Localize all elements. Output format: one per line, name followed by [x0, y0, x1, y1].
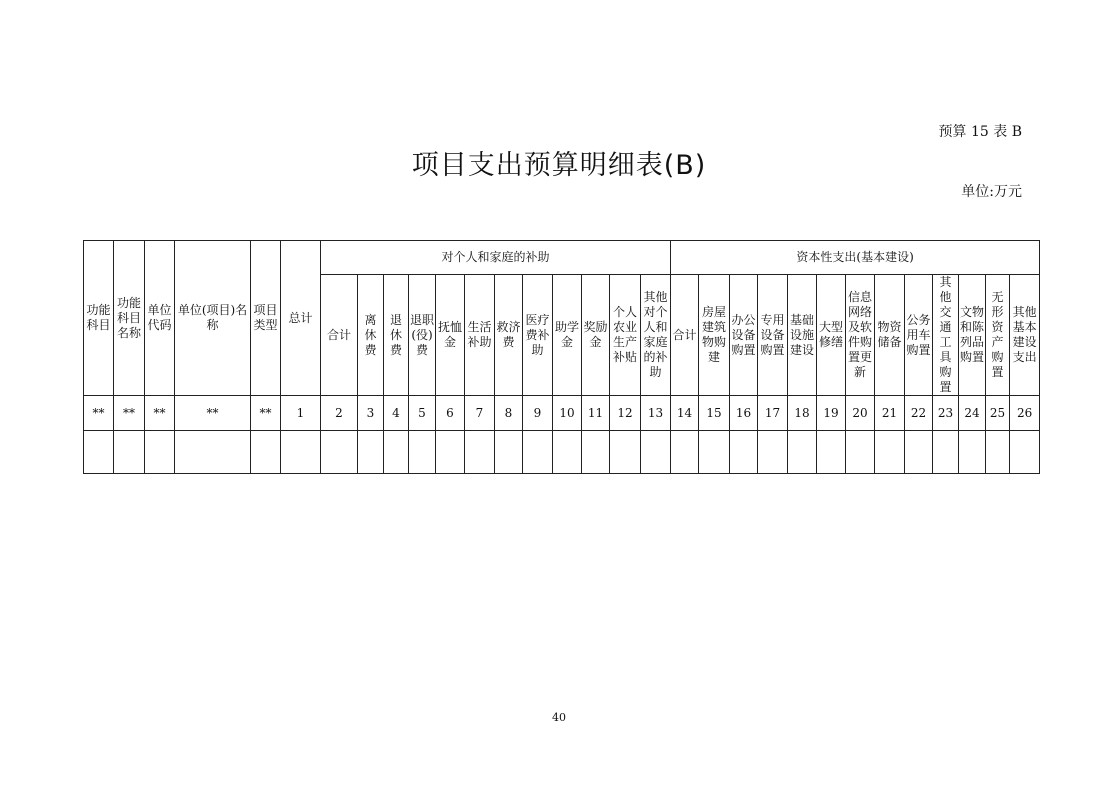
form-number: 预算 15 表 B: [938, 124, 1022, 140]
code-cell: 1: [281, 396, 321, 431]
code-cell: 20: [846, 396, 875, 431]
header-col: 其他基本建设支出: [1010, 275, 1040, 396]
data-cell: [730, 431, 758, 474]
code-cell: 11: [582, 396, 610, 431]
header-col: 大型修缮: [817, 275, 846, 396]
header-row-group: [84, 241, 1040, 275]
code-cell: **: [145, 396, 175, 431]
header-col: 离休费: [358, 275, 384, 396]
code-cell: 24: [959, 396, 986, 431]
data-cell: [436, 431, 465, 474]
header-col: 房屋建筑物购建: [699, 275, 730, 396]
header-func-subject-name: 功能科目名称: [114, 241, 145, 396]
data-cell: [582, 431, 610, 474]
code-cell: 14: [671, 396, 699, 431]
code-cell: **: [114, 396, 145, 431]
code-cell: 7: [465, 396, 495, 431]
header-col: 抚恤金: [436, 275, 465, 396]
header-col: 其他对个人和家庭的补助: [641, 275, 671, 396]
data-cell: [1010, 431, 1040, 474]
data-cell: [553, 431, 582, 474]
code-cell: 23: [933, 396, 959, 431]
header-col: 助学金: [553, 275, 582, 396]
code-cell: 26: [1010, 396, 1040, 431]
data-cell: [114, 431, 145, 474]
code-cell: 22: [905, 396, 933, 431]
data-cell: [465, 431, 495, 474]
data-cell: [671, 431, 699, 474]
header-col: 生活补助: [465, 275, 495, 396]
unit-label: 单位:万元: [961, 184, 1022, 200]
code-cell: 19: [817, 396, 846, 431]
header-col: 救济费: [495, 275, 523, 396]
header-col: 退职(役)费: [409, 275, 436, 396]
code-cell: 6: [436, 396, 465, 431]
page-title: 项目支出预算明细表(B): [411, 150, 707, 181]
data-cell: [145, 431, 175, 474]
data-cell: [986, 431, 1010, 474]
data-cell: [846, 431, 875, 474]
code-row: [84, 396, 1040, 431]
data-cell: [641, 431, 671, 474]
code-cell: 2: [321, 396, 358, 431]
data-cell: [384, 431, 409, 474]
header-col: 其他交通工具购置: [933, 275, 959, 396]
header-col: 合计: [671, 275, 699, 396]
code-cell: 4: [384, 396, 409, 431]
data-cell: [251, 431, 281, 474]
data-cell: [358, 431, 384, 474]
code-cell: 3: [358, 396, 384, 431]
data-cell: [495, 431, 523, 474]
data-cell: [933, 431, 959, 474]
data-cell: [905, 431, 933, 474]
data-cell: [959, 431, 986, 474]
header-unit-code: 单位代码: [145, 241, 175, 396]
header-col: 医疗费补助: [523, 275, 553, 396]
header-project-type: 项目类型: [251, 241, 281, 396]
header-func-subject: 功能科目: [84, 241, 114, 396]
page-number: 40: [552, 711, 566, 724]
header-col: 公务用车购置: [905, 275, 933, 396]
header-col: 奖励金: [582, 275, 610, 396]
data-cell: [175, 431, 251, 474]
data-cell: [84, 431, 114, 474]
data-cell: [610, 431, 641, 474]
header-group-capital: 资本性支出(基本建设): [671, 241, 1040, 275]
code-cell: 15: [699, 396, 730, 431]
header-col: 物资储备: [875, 275, 905, 396]
data-cell: [699, 431, 730, 474]
data-cell: [758, 431, 788, 474]
code-cell: 17: [758, 396, 788, 431]
data-cell: [281, 431, 321, 474]
header-col: 办公设备购置: [730, 275, 758, 396]
data-cell: [788, 431, 817, 474]
code-cell: 9: [523, 396, 553, 431]
budget-table: [83, 240, 1040, 474]
code-cell: 10: [553, 396, 582, 431]
data-cell: [523, 431, 553, 474]
code-cell: 21: [875, 396, 905, 431]
code-cell: 12: [610, 396, 641, 431]
header-col: 基础设施建设: [788, 275, 817, 396]
header-unit-project-name: 单位(项目)名称: [175, 241, 251, 396]
header-col: 文物和陈列品购置: [959, 275, 986, 396]
data-cell: [409, 431, 436, 474]
data-cell: [817, 431, 846, 474]
header-col: 退休费: [384, 275, 409, 396]
header-col: 专用设备购置: [758, 275, 788, 396]
code-cell: 13: [641, 396, 671, 431]
header-col: 信息网络及软件购置更新: [846, 275, 875, 396]
header-col: 无形资产购置: [986, 275, 1010, 396]
code-cell: **: [84, 396, 114, 431]
code-cell: 16: [730, 396, 758, 431]
data-cell: [875, 431, 905, 474]
header-col: 合计: [321, 275, 358, 396]
code-cell: 25: [986, 396, 1010, 431]
code-cell: **: [175, 396, 251, 431]
header-total: 总计: [281, 241, 321, 396]
empty-data-row: [84, 431, 1040, 474]
code-cell: **: [251, 396, 281, 431]
code-cell: 18: [788, 396, 817, 431]
code-cell: 5: [409, 396, 436, 431]
header-col: 个人农业生产补贴: [610, 275, 641, 396]
header-group-personal: 对个人和家庭的补助: [321, 241, 671, 275]
code-cell: 8: [495, 396, 523, 431]
data-cell: [321, 431, 358, 474]
